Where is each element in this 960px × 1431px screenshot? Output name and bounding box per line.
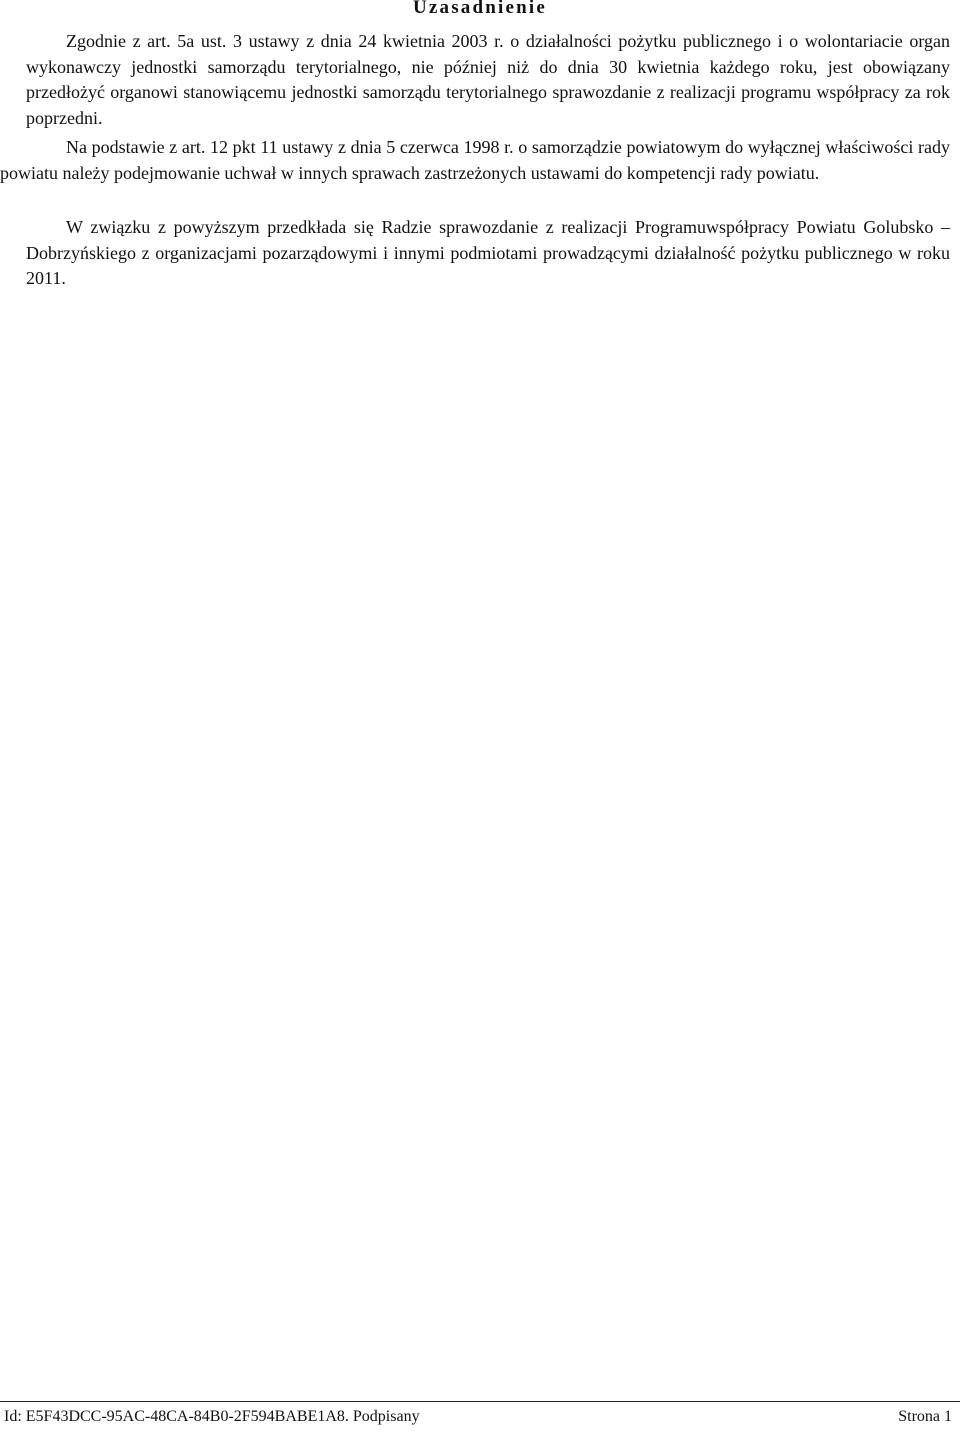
document-title: Uzasadnienie bbox=[412, 0, 548, 18]
paragraph-legal-basis-county-act: Na podstawie z art. 12 pkt 11 ustawy z dnia 5 czerwca 1998 r. o samorządzie powiatowym do wyłącznej właściwości rady powiatu należy podejmowanie uchwał w innych sprawach zastrzeżonych ustawami do kompetencji rady powiatu. bbox=[0, 137, 950, 183]
paragraph-report-submission: W związku z powyższym przedkłada się Radzie sprawozdanie z realizacji Programuwspółpracy Powiatu Golubsko – Dobrzyńskiego z organizacjami pozarządowymi i innymi podmiotami prowadzącymi działalność pożytku publicznego w roku 2011. bbox=[26, 217, 950, 289]
document-id-signature: Id: E5F43DCC-95AC-48CA-84B0-2F594BABE1A8. Podpisany bbox=[4, 1408, 420, 1425]
footer-divider bbox=[0, 1401, 960, 1402]
page-footer bbox=[4, 1406, 952, 1428]
page-number: Strona 1 bbox=[898, 1408, 952, 1425]
paragraph-legal-basis-ngo-act: Zgodnie z art. 5a ust. 3 ustawy z dnia 24 kwietnia 2003 r. o działalności pożytku publicznego i o wolontariacie organ wykonawczy jednostki samorządu terytorialnego, nie później niż do dnia 30 kwietnia każdego roku, jest obowiązany przedłożyć organowi stanowiącemu jednostki samorządu terytorialnego sprawozdanie z realizacji programu współpracy za rok poprzedni. bbox=[26, 31, 950, 128]
